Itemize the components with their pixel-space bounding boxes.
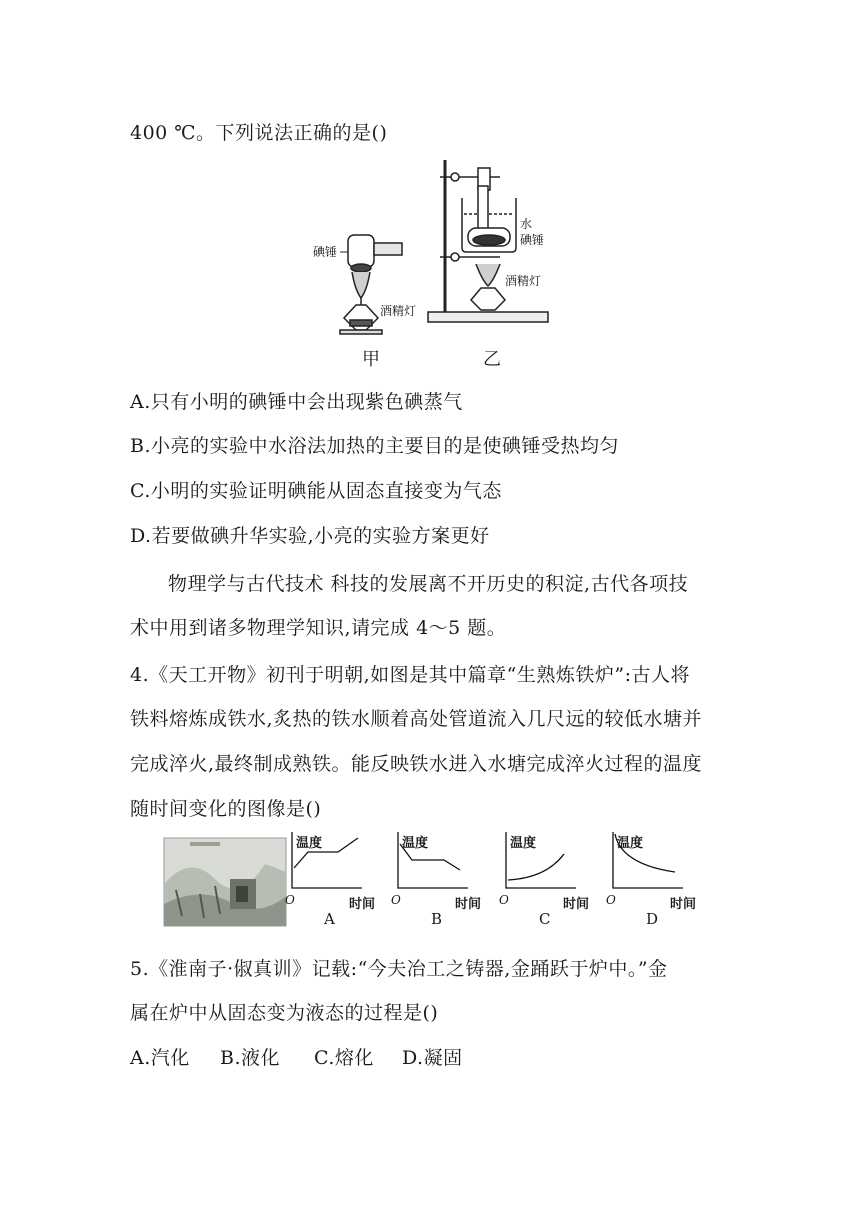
graph-a-ylabel: 温度 xyxy=(296,836,323,851)
left-lamp-label: 酒精灯 xyxy=(380,304,417,318)
graph-a-option: A xyxy=(324,910,335,928)
graph-a-xlabel: 时间 xyxy=(349,897,376,912)
ancient-furnace-painting xyxy=(164,838,286,926)
right-water-label: 水 xyxy=(520,217,533,231)
q3-option-a: A.只有小明的碘锤中会出现紫色碘蒸气 xyxy=(130,391,463,413)
q4-line-3: 完成淬火,最终制成熟铁。能反映铁水进入水塘完成淬火过程的温度 xyxy=(130,753,703,775)
graph-c-option: C xyxy=(539,910,551,928)
apparatus-left xyxy=(340,235,402,334)
q5-option-b: B.液化 xyxy=(220,1047,281,1069)
graph-b-ylabel: 温度 xyxy=(402,836,429,851)
q5-line-2: 属在炉中从固态变为液态的过程是() xyxy=(130,1002,439,1024)
graph-b-origin: O xyxy=(391,893,401,907)
q4-figure xyxy=(0,824,860,934)
q4-line-1: 4.《天工开物》初刊于明朝,如图是其中篇章“生熟炼铁炉”:古人将 xyxy=(130,664,690,686)
graph-d-origin: O xyxy=(606,893,616,907)
q3-option-b: B.小亮的实验中水浴法加热的主要目的是使碘锤受热均匀 xyxy=(130,435,620,457)
q5-option-c: C.熔化 xyxy=(314,1047,374,1069)
graph-c-xlabel: 时间 xyxy=(563,897,590,912)
right-hammer-label: 碘锤 xyxy=(520,233,545,247)
q5-option-d: D.凝固 xyxy=(402,1047,463,1069)
graph-c-curve xyxy=(508,854,564,880)
graph-d-ylabel: 温度 xyxy=(617,836,644,851)
graph-a-origin: O xyxy=(285,893,295,907)
q3-option-c: C.小明的实验证明碘能从固态直接变为气态 xyxy=(130,480,502,502)
left-hammer-label: 碘锤 xyxy=(313,245,338,259)
figure-label-right: 乙 xyxy=(483,349,501,370)
q3-stem-tail: 400 ℃。下列说法正确的是() xyxy=(130,122,388,144)
q3-option-d: D.若要做碘升华实验,小亮的实验方案更好 xyxy=(130,525,490,547)
graph-b-xlabel: 时间 xyxy=(455,897,482,912)
iodine-experiment-figure xyxy=(0,140,860,480)
graph-c-ylabel: 温度 xyxy=(510,836,537,851)
q5-line-1: 5.《淮南子·俶真训》记载:“今夫冶工之铸器,金踊跃于炉中。”金 xyxy=(130,958,668,980)
q4-line-2: 铁料熔炼成铁水,炙热的铁水顺着高处管道流入几尺远的较低水塘并 xyxy=(130,708,703,730)
graph-c-origin: O xyxy=(499,893,509,907)
graph-d-xlabel: 时间 xyxy=(670,897,697,912)
figure-label-left: 甲 xyxy=(362,349,380,370)
graph-d-option: D xyxy=(646,910,659,928)
q4-line-4: 随时间变化的图像是() xyxy=(130,798,322,820)
q5-option-a: A.汽化 xyxy=(130,1047,190,1069)
intro-line-2: 术中用到诸多物理学知识,请完成 4～5 题。 xyxy=(130,617,507,639)
graph-b-option: B xyxy=(431,910,443,928)
right-lamp-label: 酒精灯 xyxy=(505,274,542,288)
intro-line-1: 物理学与古代技术 科技的发展离不开历史的积淀,古代各项技 xyxy=(168,573,689,595)
